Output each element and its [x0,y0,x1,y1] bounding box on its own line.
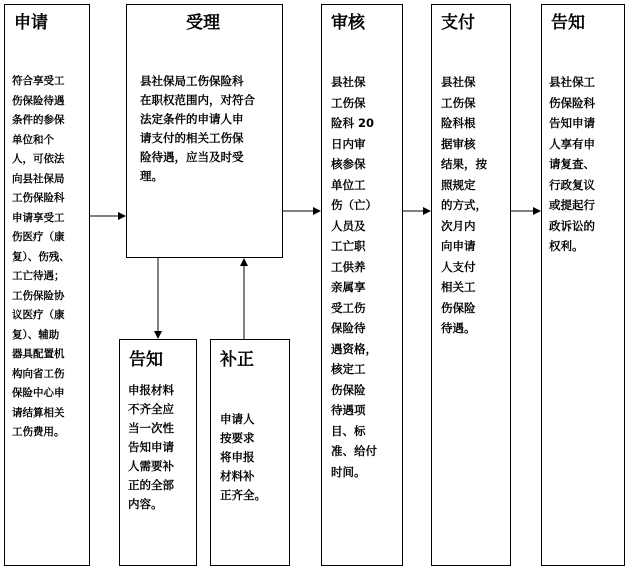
correct-text: 申请人 按要求 将申报 材料补 正齐全。 [220,412,266,502]
notify-text: 申报材料 不齐全应 当一次性 告知申请 人需要补 正的全部 内容。 [128,383,174,511]
accept-text: 县社保局工伤保险科 在职权范围内，对符合 法定条件的申请人申 请支付的相关工伤保 险待遇，应当及时受 理。 [140,74,255,183]
notify-title: 告知 [129,350,163,370]
review-text: 县社保 工伤保 险科 20 日内审 核参保 单位工 伤（亡） 人员及 工亡职 工供养 亲属享 受工伤 保险待 遇资格， 核定工 伤保险 待遇项 目、标 准、给付 时间。 [331,75,377,479]
pay-title: 支付 [441,13,475,33]
apply-text: 符合享受工 伤保险待遇 条件的参保 单位和个 人，可依法 向县社保局 工伤保险科 申请享受工 伤医疗（康 复）、伤残、 工亡待遇； 工伤保险协 议医疗（康 复）、辅助 器具配置机 构向省工伤 保险中心申 请结算相关 工伤费用。 [12,75,70,438]
correct-title: 补正 [220,350,254,370]
accept-title: 受理 [186,13,220,33]
pay-text: 县社保 工伤保 险科根 据审核 结果，按 照规定 的方式， 次月内 向申请 人支付 相关工 伤保险 待遇。 [441,75,487,335]
apply-title: 申请 [14,13,48,33]
review-title: 审核 [331,13,365,33]
inform-title: 告知 [551,13,585,33]
inform-text: 县社保工 伤保险科 告知申请 人享有申 请复查、 行政复议 或提起行 政诉讼的 权利。 [549,75,595,253]
